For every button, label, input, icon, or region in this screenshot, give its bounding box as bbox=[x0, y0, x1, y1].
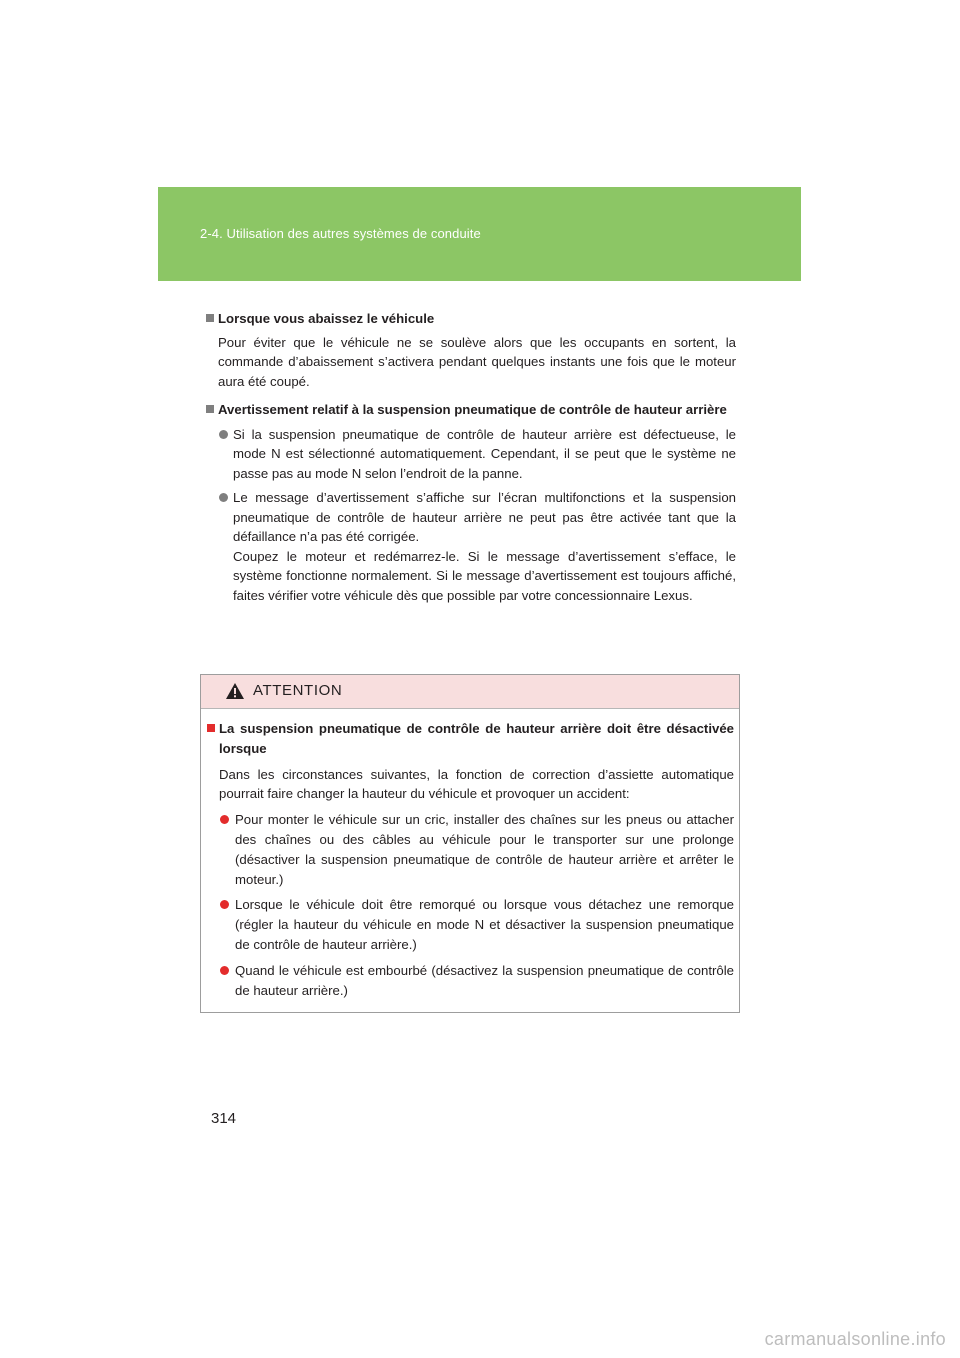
page-number: 314 bbox=[211, 1110, 237, 1127]
square-bullet-icon bbox=[206, 405, 214, 413]
section-title: 2-4. Utilisation des autres systèmes de conduite bbox=[200, 226, 481, 241]
attention-body bbox=[207, 719, 734, 1000]
subsection-title bbox=[206, 309, 736, 329]
attention-box bbox=[200, 674, 740, 1013]
list-item bbox=[207, 961, 734, 1001]
attention-subtitle-text: La suspension pneumatique de contrôle de hauteur arrière doit être désactivée lorsque bbox=[219, 721, 734, 756]
paragraph: Dans les circonstances suivantes, la fonction de correction d’assiette automatique pourrait faire changer la hauteur du véhicule et provoquer un accident: bbox=[219, 766, 734, 802]
subsection-title-text: Avertissement relatif à la suspension pneumatique de contrôle de hauteur arrière bbox=[218, 402, 727, 417]
round-bullet-icon bbox=[219, 430, 228, 439]
list-item-followup: Coupez le moteur et redémarrez-le. Si le message d’avertissement s’efface, le système fonctionne normalement. Si le message d’avertissement est toujours affiché, faites vérifier votre véhicule dès que possible par votre concessionnaire Lexus. bbox=[233, 548, 736, 603]
round-bullet-icon bbox=[220, 966, 229, 975]
list-item bbox=[207, 895, 734, 954]
round-bullet-icon bbox=[220, 900, 229, 909]
subsection-title-text: Lorsque vous abaissez le véhicule bbox=[218, 311, 435, 326]
square-bullet-icon bbox=[206, 314, 214, 322]
main-content bbox=[206, 309, 736, 605]
watermark: carmanualsonline.info bbox=[764, 1329, 946, 1349]
list-item-text: Pour monter le véhicule sur un cric, installer des chaînes sur les pneus ou attacher des chaînes ou des câbles au véhicule pour le transporter sur une prolonge (désactiver la suspension pneumatique de contrôle de hauteur arrière et arrêter le moteur.) bbox=[235, 812, 734, 887]
paragraph: Pour éviter que le véhicule ne se soulève alors que les occupants en sortent, la commande d’abaissement s’activera pendant quelques instants une fois que le moteur aura été coupé. bbox=[218, 334, 736, 389]
list-item bbox=[206, 488, 736, 605]
list-item-text: Quand le véhicule est embourbé (désactivez la suspension pneumatique de contrôle de hauteur arrière.) bbox=[235, 962, 734, 998]
warning-triangle-icon bbox=[225, 682, 245, 700]
attention-subtitle bbox=[207, 719, 734, 759]
list-item-text: Le message d’avertissement s’affiche sur l’écran multifonctions et la suspension pneumatique de contrôle de hauteur arrière ne peut pas être activée tant que la défaillance n’a pas été corrigée. bbox=[233, 490, 736, 544]
list-item bbox=[207, 810, 734, 889]
square-bullet-icon bbox=[207, 724, 215, 732]
subsection-title bbox=[206, 400, 736, 420]
list-item-text: Si la suspension pneumatique de contrôle de hauteur arrière est défectueuse, le mode N est sélectionné automatiquement. Cependant, il se peut que le système ne passe pas au mode N selon l’endroit de la panne. bbox=[233, 426, 736, 481]
list-item-text: Lorsque le véhicule doit être remorqué ou lorsque vous détachez une remorque (régler la hauteur du véhicule en mode N et désactiver la suspension pneumatique de contrôle de hauteur arrière.) bbox=[235, 897, 734, 952]
round-bullet-icon bbox=[220, 815, 229, 824]
attention-header bbox=[201, 675, 739, 709]
list-item bbox=[206, 425, 736, 484]
section-header-bar bbox=[158, 187, 801, 281]
attention-label: ATTENTION bbox=[253, 682, 343, 699]
round-bullet-icon bbox=[219, 493, 228, 502]
